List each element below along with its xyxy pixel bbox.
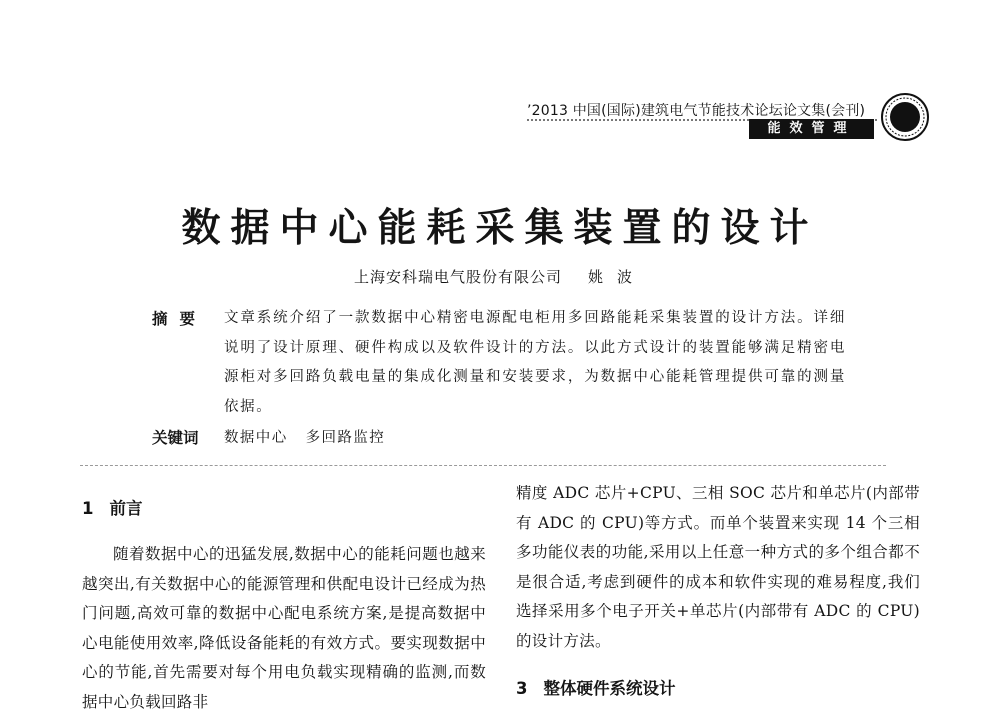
section-heading-1 bbox=[82, 495, 142, 519]
keywords-list bbox=[224, 426, 385, 447]
keywords-label: 关键词 bbox=[152, 429, 199, 447]
conference-seal-icon bbox=[880, 92, 930, 142]
abstract-label: 摘要 bbox=[152, 310, 208, 328]
section-number: 3 bbox=[516, 679, 528, 698]
keyword: 多回路监控 bbox=[305, 430, 386, 446]
author-line bbox=[0, 266, 1000, 287]
section-title: 前言 bbox=[109, 499, 143, 518]
section-title: 整体硬件系统设计 bbox=[543, 679, 676, 698]
section-tag: 能效管理 bbox=[749, 119, 874, 139]
abstract-text: 文章系统介绍了一款数据中心精密电源配电柜用多回路能耗采集装置的设计方法。详细说明了设计原理、硬件构成以及软件设计的方法。以此方式设计的装置能够满足精密电源柜对多回路负载电量的集成化测量和安装要求，为数据中心能耗管理提供可靠的测量依据。 bbox=[224, 310, 846, 415]
paper-title: 数据中心能耗采集装置的设计 bbox=[181, 206, 819, 251]
proceedings-header: ’2013 中国(国际)建筑电气节能技术论坛论文集(会刊) bbox=[527, 103, 866, 119]
section-1-paragraph: 随着数据中心的迅猛发展,数据中心的能耗问题也越来越突出,有关数据中心的能源管理和供配电设计已经成为热门问题,高效可靠的数据中心配电系统方案,是提高数据中心电能使用效率,降低设备能耗的有效方式。要实现数据中心的节能,首先需要对每个用电负载实现精确的监测,而数据中心负载回路非 bbox=[82, 545, 486, 711]
section-number: 1 bbox=[82, 499, 94, 518]
author-name: 姚波 bbox=[588, 268, 647, 286]
abstract-divider bbox=[80, 465, 886, 466]
keyword: 数据中心 bbox=[224, 430, 288, 446]
author-affiliation: 上海安科瑞电气股份有限公司 bbox=[353, 268, 562, 286]
section-2-continuation-paragraph: 精度 ADC 芯片+CPU、三相 SOC 芯片和单芯片(内部带有 ADC 的 CPU)等方式。而单个装置来实现 14 个三相多功能仪表的功能,采用以上任意一种方式的多个组合都不是很合适,考虑到硬件的成本和软件实现的难易程度,我们选择采用多个电子开关+单芯片(内部带有 ADC 的 CPU)的设计方法。 bbox=[516, 484, 920, 650]
section-heading-3 bbox=[516, 675, 675, 699]
